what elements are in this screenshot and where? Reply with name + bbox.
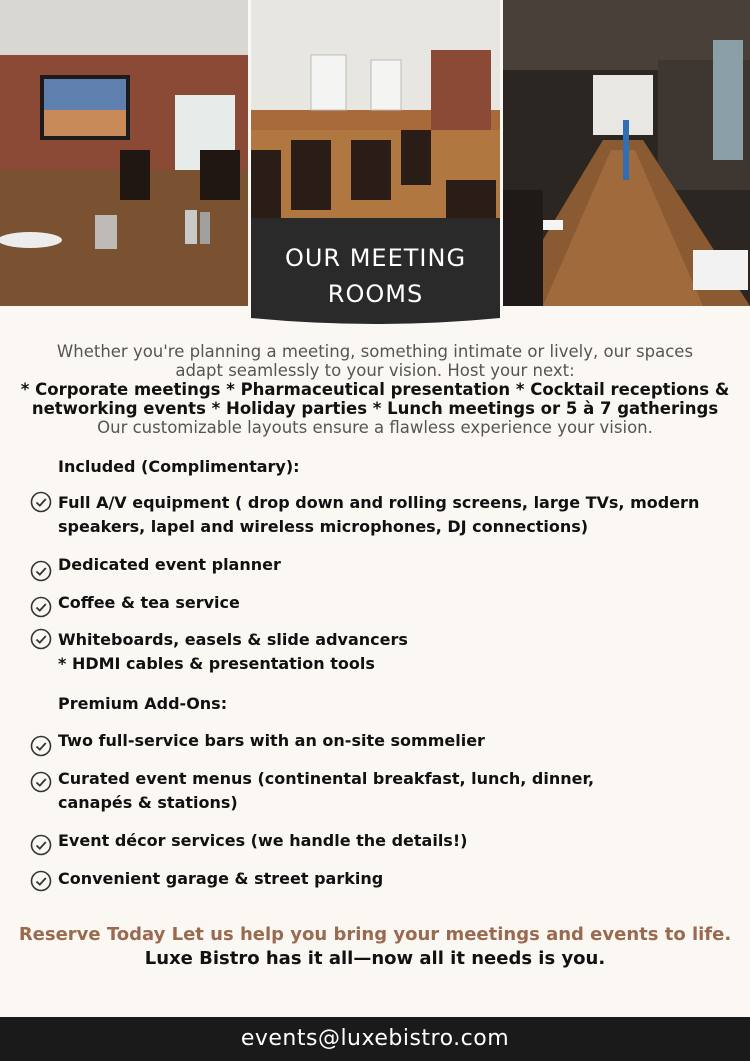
item-text: Coffee & tea service <box>58 593 240 612</box>
included-heading: Included (Complimentary): <box>58 457 300 476</box>
reserve-call-to-action: Reserve Today Let us help you bring your meetings and events to life. <box>18 924 732 945</box>
intro-text <box>0 342 750 437</box>
item-text: Convenient garage & street parking <box>58 869 384 888</box>
item-text: Dedicated event planner <box>58 555 281 574</box>
item-text: Whiteboards, easels & slide advancers * HDMI cables & presentation tools <box>58 630 408 673</box>
check-circle-icon <box>30 491 52 513</box>
intro-line-1: Whether you're planning a meeting, something intimate or lively, our spaces <box>56 342 694 361</box>
event-types-line-1: * Corporate meetings * Pharmaceutical presentation * Cocktail receptions & <box>20 380 730 399</box>
item-text: Event décor services (we handle the details!) <box>58 831 468 850</box>
intro-line-5: Our customizable layouts ensure a flawless experience your vision. <box>97 418 653 437</box>
item-text: Two full-service bars with an on-site sommelier <box>58 731 485 750</box>
check-circle-icon <box>30 560 52 582</box>
title-line-1: OUR MEETING <box>284 244 467 272</box>
item-text: Full A/V equipment ( drop down and rolling screens, large TVs, modern speakers, lapel and wireless microphones, DJ connections) <box>58 493 700 536</box>
page-title <box>251 240 500 312</box>
contact-email-link[interactable]: events@luxebistro.com <box>240 1026 510 1051</box>
tagline: Luxe Bistro has it all—now all it needs is you. <box>144 948 606 969</box>
item-text: Curated event menus (continental breakfast, lunch, dinner, canapés & stations) <box>58 769 595 812</box>
premium-heading: Premium Add-Ons: <box>58 694 228 713</box>
title-line-2: ROOMS <box>327 280 424 308</box>
title-plate <box>251 218 500 330</box>
meeting-room-photo-long-table <box>503 0 750 306</box>
check-circle-icon <box>30 628 52 650</box>
check-circle-icon <box>30 870 52 892</box>
footer-bar <box>0 1017 750 1061</box>
check-circle-icon <box>30 735 52 757</box>
check-circle-icon <box>30 771 52 793</box>
check-circle-icon <box>30 834 52 856</box>
meeting-room-photo-projector <box>0 0 248 306</box>
check-circle-icon <box>30 596 52 618</box>
event-types-line-2: networking events * Holiday parties * Lunch meetings or 5 à 7 gatherings <box>31 399 719 418</box>
intro-line-2: adapt seamlessly to your vision. Host your next: <box>175 361 575 380</box>
